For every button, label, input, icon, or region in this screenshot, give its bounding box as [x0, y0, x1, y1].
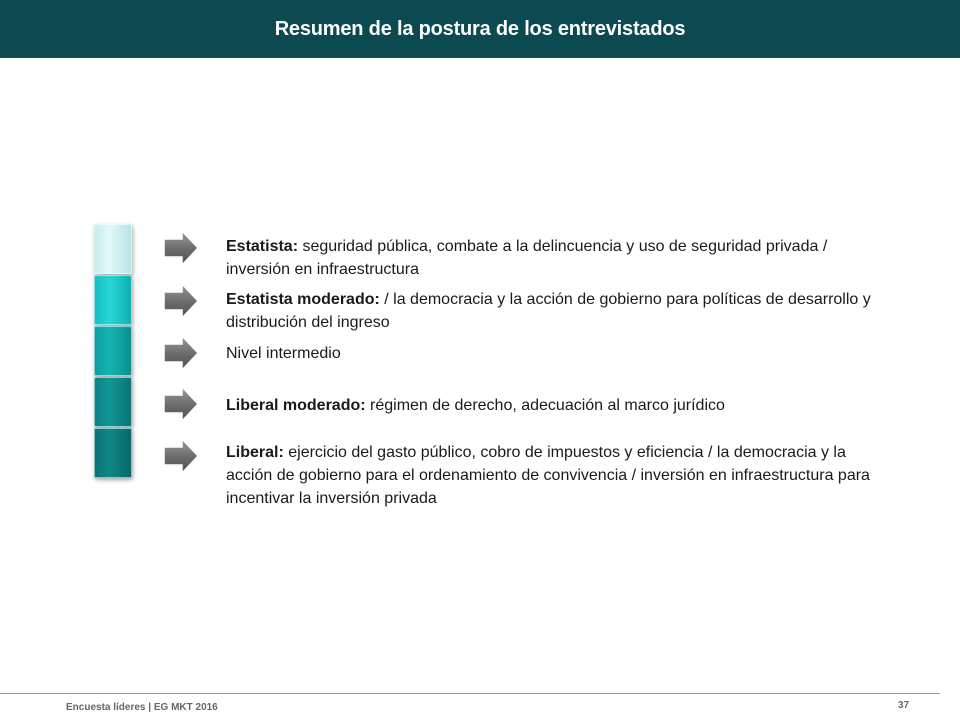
page-title: Resumen de la postura de los entrevistados	[274, 17, 686, 40]
scale-segment-liberal	[94, 428, 132, 478]
scale-segment-liberal-moderado	[94, 377, 132, 427]
scale-segment-estatista	[94, 224, 132, 274]
footer-divider	[0, 693, 940, 694]
arrow-right-icon	[162, 282, 200, 320]
position-scale-bar	[94, 224, 132, 478]
title-bar	[0, 0, 960, 58]
item-description: seguridad pública, combate a la delincuencia y uso de seguridad privada / inversión en infraestructura	[226, 238, 828, 278]
item-description: / la democracia y la acción de gobierno para políticas de desarrollo y distribución del ingreso	[226, 291, 871, 331]
footer-source: Encuesta líderes | EG MKT 2016	[66, 702, 218, 713]
item-label: Estatista:	[226, 238, 299, 255]
item-description: ejercicio del gasto público, cobro de impuestos y eficiencia / la democracia y la acción de gobierno para el ordenamiento de convivencia / inversión en infraestructura para incentivar la inversión privada	[226, 444, 870, 507]
item-nivel-intermedio	[226, 342, 876, 365]
item-label: Estatista moderado:	[226, 291, 380, 308]
scale-segment-estatista-moderado	[94, 275, 132, 325]
arrow-right-icon	[162, 385, 200, 423]
item-estatista-moderado	[226, 288, 876, 334]
item-description: Nivel intermedio	[226, 345, 341, 362]
item-description: régimen de derecho, adecuación al marco jurídico	[365, 397, 725, 414]
item-estatista	[226, 235, 876, 281]
scale-segment-intermedio	[94, 326, 132, 376]
item-label: Liberal:	[226, 444, 284, 461]
item-label: Liberal moderado:	[226, 397, 366, 414]
item-liberal	[226, 441, 876, 510]
arrow-right-icon	[162, 229, 200, 267]
item-liberal-moderado	[226, 394, 876, 417]
arrow-right-icon	[162, 437, 200, 475]
arrow-right-icon	[162, 334, 200, 372]
page-number: 37	[898, 700, 910, 711]
